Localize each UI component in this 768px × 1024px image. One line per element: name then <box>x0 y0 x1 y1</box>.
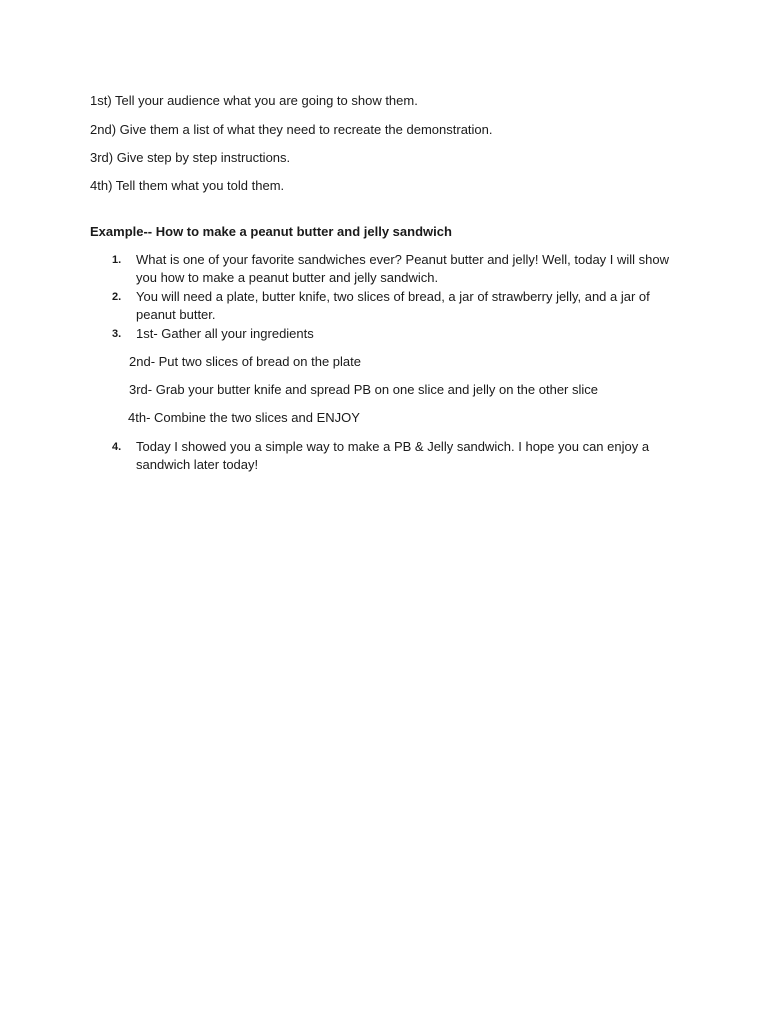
example-heading: Example-- How to make a peanut butter and jelly sandwich <box>90 224 452 239</box>
intro-step-2: 2nd) Give them a list of what they need to recreate the demonstration. <box>90 122 493 137</box>
intro-step-4: 4th) Tell them what you told them. <box>90 178 285 193</box>
list-item-number: 4. <box>112 441 122 453</box>
list-item-number: 3. <box>112 328 122 340</box>
list-item-text: You will need a plate, butter knife, two slices of bread, a jar of strawberry jelly, and a jar of peanut butter. <box>136 289 650 322</box>
list-item-text: What is one of your favorite sandwiches ever? Peanut butter and jelly! Well, today I will show you how to make a peanut butter and jelly sandwich. <box>136 252 670 285</box>
list-item-text: 1st- Gather all your ingredients <box>136 326 314 341</box>
list-item-number: 1. <box>112 254 122 266</box>
list-item-text: Today I showed you a simple way to make a PB & Jelly sandwich. I hope you can enjoy a sandwich later today! <box>136 439 650 472</box>
intro-step-3: 3rd) Give step by step instructions. <box>90 150 291 165</box>
sub-step-2: 2nd- Put two slices of bread on the plate <box>129 354 361 369</box>
sub-step-4: 4th- Combine the two slices and ENJOY <box>128 410 360 425</box>
list-item-number: 2. <box>112 291 122 303</box>
intro-step-1: 1st) Tell your audience what you are going to show them. <box>90 93 418 108</box>
sub-step-3: 3rd- Grab your butter knife and spread PB on one slice and jelly on the other slice <box>129 382 598 397</box>
